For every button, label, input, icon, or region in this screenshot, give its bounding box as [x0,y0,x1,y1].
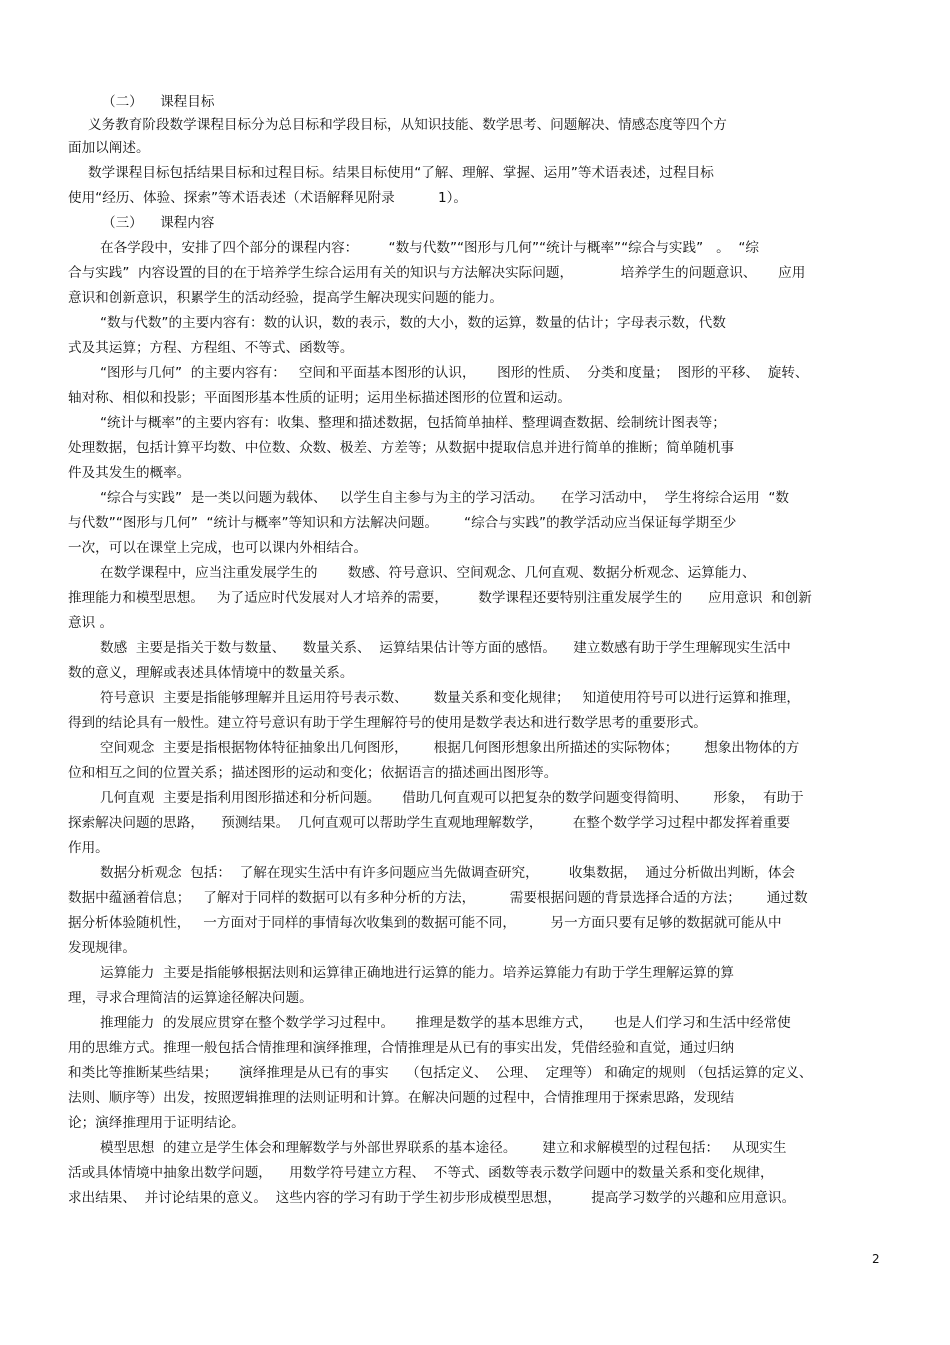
text-line: 发现规律。 [68,940,136,956]
text-line: 理，寻求合理简洁的运算途径解决问题。 [68,990,313,1006]
text-line: “图形与几何” 的主要内容有： 空间和平面基本图形的认识， 图形的性质、 分类和度量； 图形的平移、 旋转、 [100,365,809,381]
text-line: 探索解决问题的思路， 预测结果。 几何直观可以帮助学生直观地理解数学， 在整个数学学习过程中都发挥着重要 [68,815,791,831]
text-line: 在数学课程中，应当注重发展学生的 数感、符号意识、空间观念、几何直观、数据分析观念、运算能力、 [100,565,756,581]
text-line: 空间观念 主要是指根据物体特征抽象出几何图形， 根据几何图形想象出所描述的实际物体； 想象出物体的方 [100,740,800,756]
text-line: 法则、顺序等）出发，按照逻辑推理的法则证明和计算。在解决问题的过程中，合情推理用于探索思路，发现结 [68,1090,735,1106]
text-line: 在各学段中，安排了四个部分的课程内容： “数与代数”“图形与几何”“统计与概率”“综合与实践” 。 “综 [100,240,759,256]
section-heading: （三） 课程内容 [102,215,215,231]
text-line: 数学课程目标包括结果目标和过程目标。结果目标使用“了解、理解、掌握、运用”等术语表述，过程目标 [88,165,714,181]
text-line: 推理能力和模型思想。 为了适应时代发展对人才培养的需要， 数学课程还要特别注重发展学生的 应用意识 和创新 [68,590,812,606]
text-line: 据分析体验随机性， 一方面对于同样的事情每次收集到的数据可能不同， 另一方面只要有足够的数据就可能从中 [68,915,782,931]
text-line: 合与实践” 内容设置的目的在于培养学生综合运用有关的知识与方法解决实际问题， 培养学生的问题意识、 应用 [68,265,806,281]
text-line: “数与代数”的主要内容有：数的认识，数的表示，数的大小，数的运算，数量的估计；字母表示数，代数 [100,315,726,331]
text-line: 运算能力 主要是指能够根据法则和运算律正确地进行运算的能力。培养运算能力有助于学生理解运算的算 [100,965,734,981]
text-line: 和类比等推断某些结果； 演绎推理是从已有的事实 （包括定义、 公理、 定理等） 和确定的规则 （包括运算的定义、 [68,1065,813,1081]
text-line: 面加以阐述。 [68,140,150,156]
text-line: 意识和创新意识，积累学生的活动经验，提高学生解决现实问题的能力。 [68,290,503,306]
text-line: 处理数据，包括计算平均数、中位数、众数、极差、方差等；从数据中提取信息并进行简单的推断；简单随机事 [68,440,735,456]
section-heading: （二） 课程目标 [102,94,215,110]
text-line: 求出结果、 并讨论结果的意义。 这些内容的学习有助于学生初步形成模型思想， 提高学习数学的兴趣和应用意识。 [68,1190,796,1206]
text-line: 义务教育阶段数学课程目标分为总目标和学段目标，从知识技能、数学思考、问题解决、情感态度等四个方 [88,117,727,133]
text-line: 意识 。 [68,615,114,631]
page-number: 2 [872,1252,880,1266]
text-line: 模型思想 的建立是学生体会和理解数学与外部世界联系的基本途径。 建立和求解模型的过程包括： 从现实生 [100,1140,787,1156]
text-line: 一次，可以在课堂上完成，也可以课内外相结合。 [68,540,368,556]
text-line: 数据分析观念 包括： 了解在现实生活中有许多问题应当先做调查研究， 收集数据， 通过分析做出判断，体会 [100,865,796,881]
text-line: 数感 主要是指关于数与数量、 数量关系、 运算结果估计等方面的感悟。 建立数感有助于学生理解现实生活中 [100,640,791,656]
text-line: “统计与概率”的主要内容有：收集、整理和描述数据，包括简单抽样、整理调查数据、绘制统计图表等； [100,415,726,431]
text-line: 论；演绎推理用于证明结论。 [68,1115,245,1131]
text-line: 件及其发生的概率。 [68,465,191,481]
text-line: 得到的结论具有一般性。建立符号意识有助于学生理解符号的使用是数学表达和进行数学思考的重要形式。 [68,715,707,731]
text-line: 使用“经历、体验、探索”等术语表述（术语解释见附录 1）。 [68,190,467,206]
text-line: 轴对称、相似和投影；平面图形基本性质的证明；运用坐标描述图形的位置和运动。 [68,390,571,406]
text-line: 数据中蕴涵着信息； 了解对于同样的数据可以有多种分析的方法， 需要根据问题的背景选择合适的方法； 通过数 [68,890,808,906]
text-line: 位和相互之间的位置关系；描述图形的运动和变化；依据语言的描述画出图形等。 [68,765,558,781]
text-line: 与代数”“图形与几何” “统计与概率”等知识和方法解决问题。 “综合与实践”的教学活动应当保证每学期至少 [68,515,737,531]
text-line: 数的意义，理解或表述具体情境中的数量关系。 [68,665,354,681]
text-line: 几何直观 主要是指利用图形描述和分析问题。 借助几何直观可以把复杂的数学问题变得简明、 形象， 有助于 [100,790,804,806]
text-line: 用的思维方式。推理一般包括合情推理和演绎推理，合情推理是从已有的事实出发，凭借经验和直觉，通过归纳 [68,1040,735,1056]
text-line: 推理能力 的发展应贯穿在整个数学学习过程中。 推理是数学的基本思维方式， 也是人们学习和生活中经常使 [100,1015,791,1031]
text-line: 作用。 [68,840,109,856]
text-line: “综合与实践” 是一类以问题为载体、 以学生自主参与为主的学习活动。 在学习活动中， 学生将综合运用 “数 [100,490,790,506]
text-line: 符号意识 主要是指能够理解并且运用符号表示数、 数量关系和变化规律； 知道使用符号可以进行运算和推理， [100,690,801,706]
text-line: 式及其运算；方程、方程组、不等式、函数等。 [68,340,354,356]
text-line: 活或具体情境中抽象出数学问题， 用数学符号建立方程、 不等式、函数等表示数学问题中的数量关系和变化规律， [68,1165,774,1181]
